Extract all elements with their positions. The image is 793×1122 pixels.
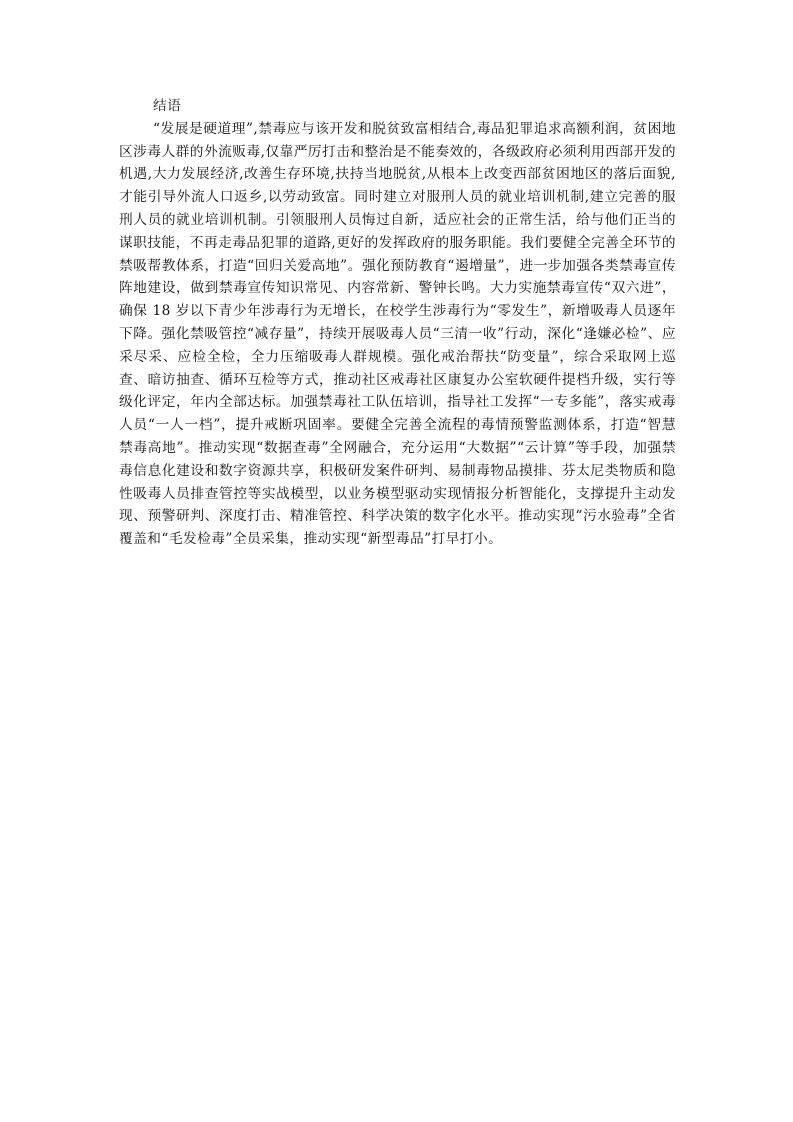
section-heading: 结语 [153, 98, 182, 114]
document-content [119, 95, 676, 551]
body-paragraph: “发展是硬道理”,禁毒应与该开发和脱贫致富相结合,毒品犯罪追求高额利润，贫困地区涉毒人群的外流贩毒,仅靠严厉打击和整治是不能奏效的，各级政府必须利用西部开发的机遇,大力发展经济,改善生存环境,扶持当地脱贫,从根本上改变西部贫困地区的落后面貌,才能引导外流人口返乡,以劳动致富。同时建立对服刑人员的就业培训机制,建立完善的服刑人员的就业培训机制。引领服刑人员悔过自新，适应社会的正常生活，给与他们正当的谋职技能，不再走毒品犯罪的道路,更好的发挥政府的服务职能。我们要健全完善全环节的禁吸帮教体系，打造“回归关爱高地”。强化预防教育“遏增量”，进一步加强各类禁毒宣传阵地建设，做到禁毒宣传知识常见、内容常新、警钟长鸣。大力实施禁毒宣传“双六进”，确保 18 岁以下青少年涉毒行为无增长，在校学生涉毒行为“零发生”，新增吸毒人员逐年下降。强化禁吸管控“减存量”，持续开展吸毒人员“三清一收”行动，深化“逢嫌必检”、应采尽采、应检全检，全力压缩吸毒人群规模。强化戒治帮扶“防变量”，综合采取网上巡查、暗访抽查、循环互检等方式，推动社区戒毒社区康复办公室软硬件提档升级，实行等级化评定，年内全部达标。加强禁毒社工队伍培训，指导社工发挥“一专多能”，落实戒毒人员“一人一档”，提升戒断巩固率。要健全完善全流程的毒情预警监测体系，打造“智慧禁毒高地”。推动实现“数据查毒”全网融合，充分运用“大数据”“云计算”等手段，加强禁毒信息化建设和数字资源共享，积极研发案件研判、易制毒物品摸排、芬太尼类物质和隐性吸毒人员排查管控等实战模型，以业务模型驱动实现情报分析智能化，支撑提升主动发现、预警研判、深度打击、精准管控、科学决策的数字化水平。推动实现“污水验毒”全省覆盖和“毛发检毒”全员采集，推动实现“新型毒品”打早打小。 [119, 120, 676, 548]
